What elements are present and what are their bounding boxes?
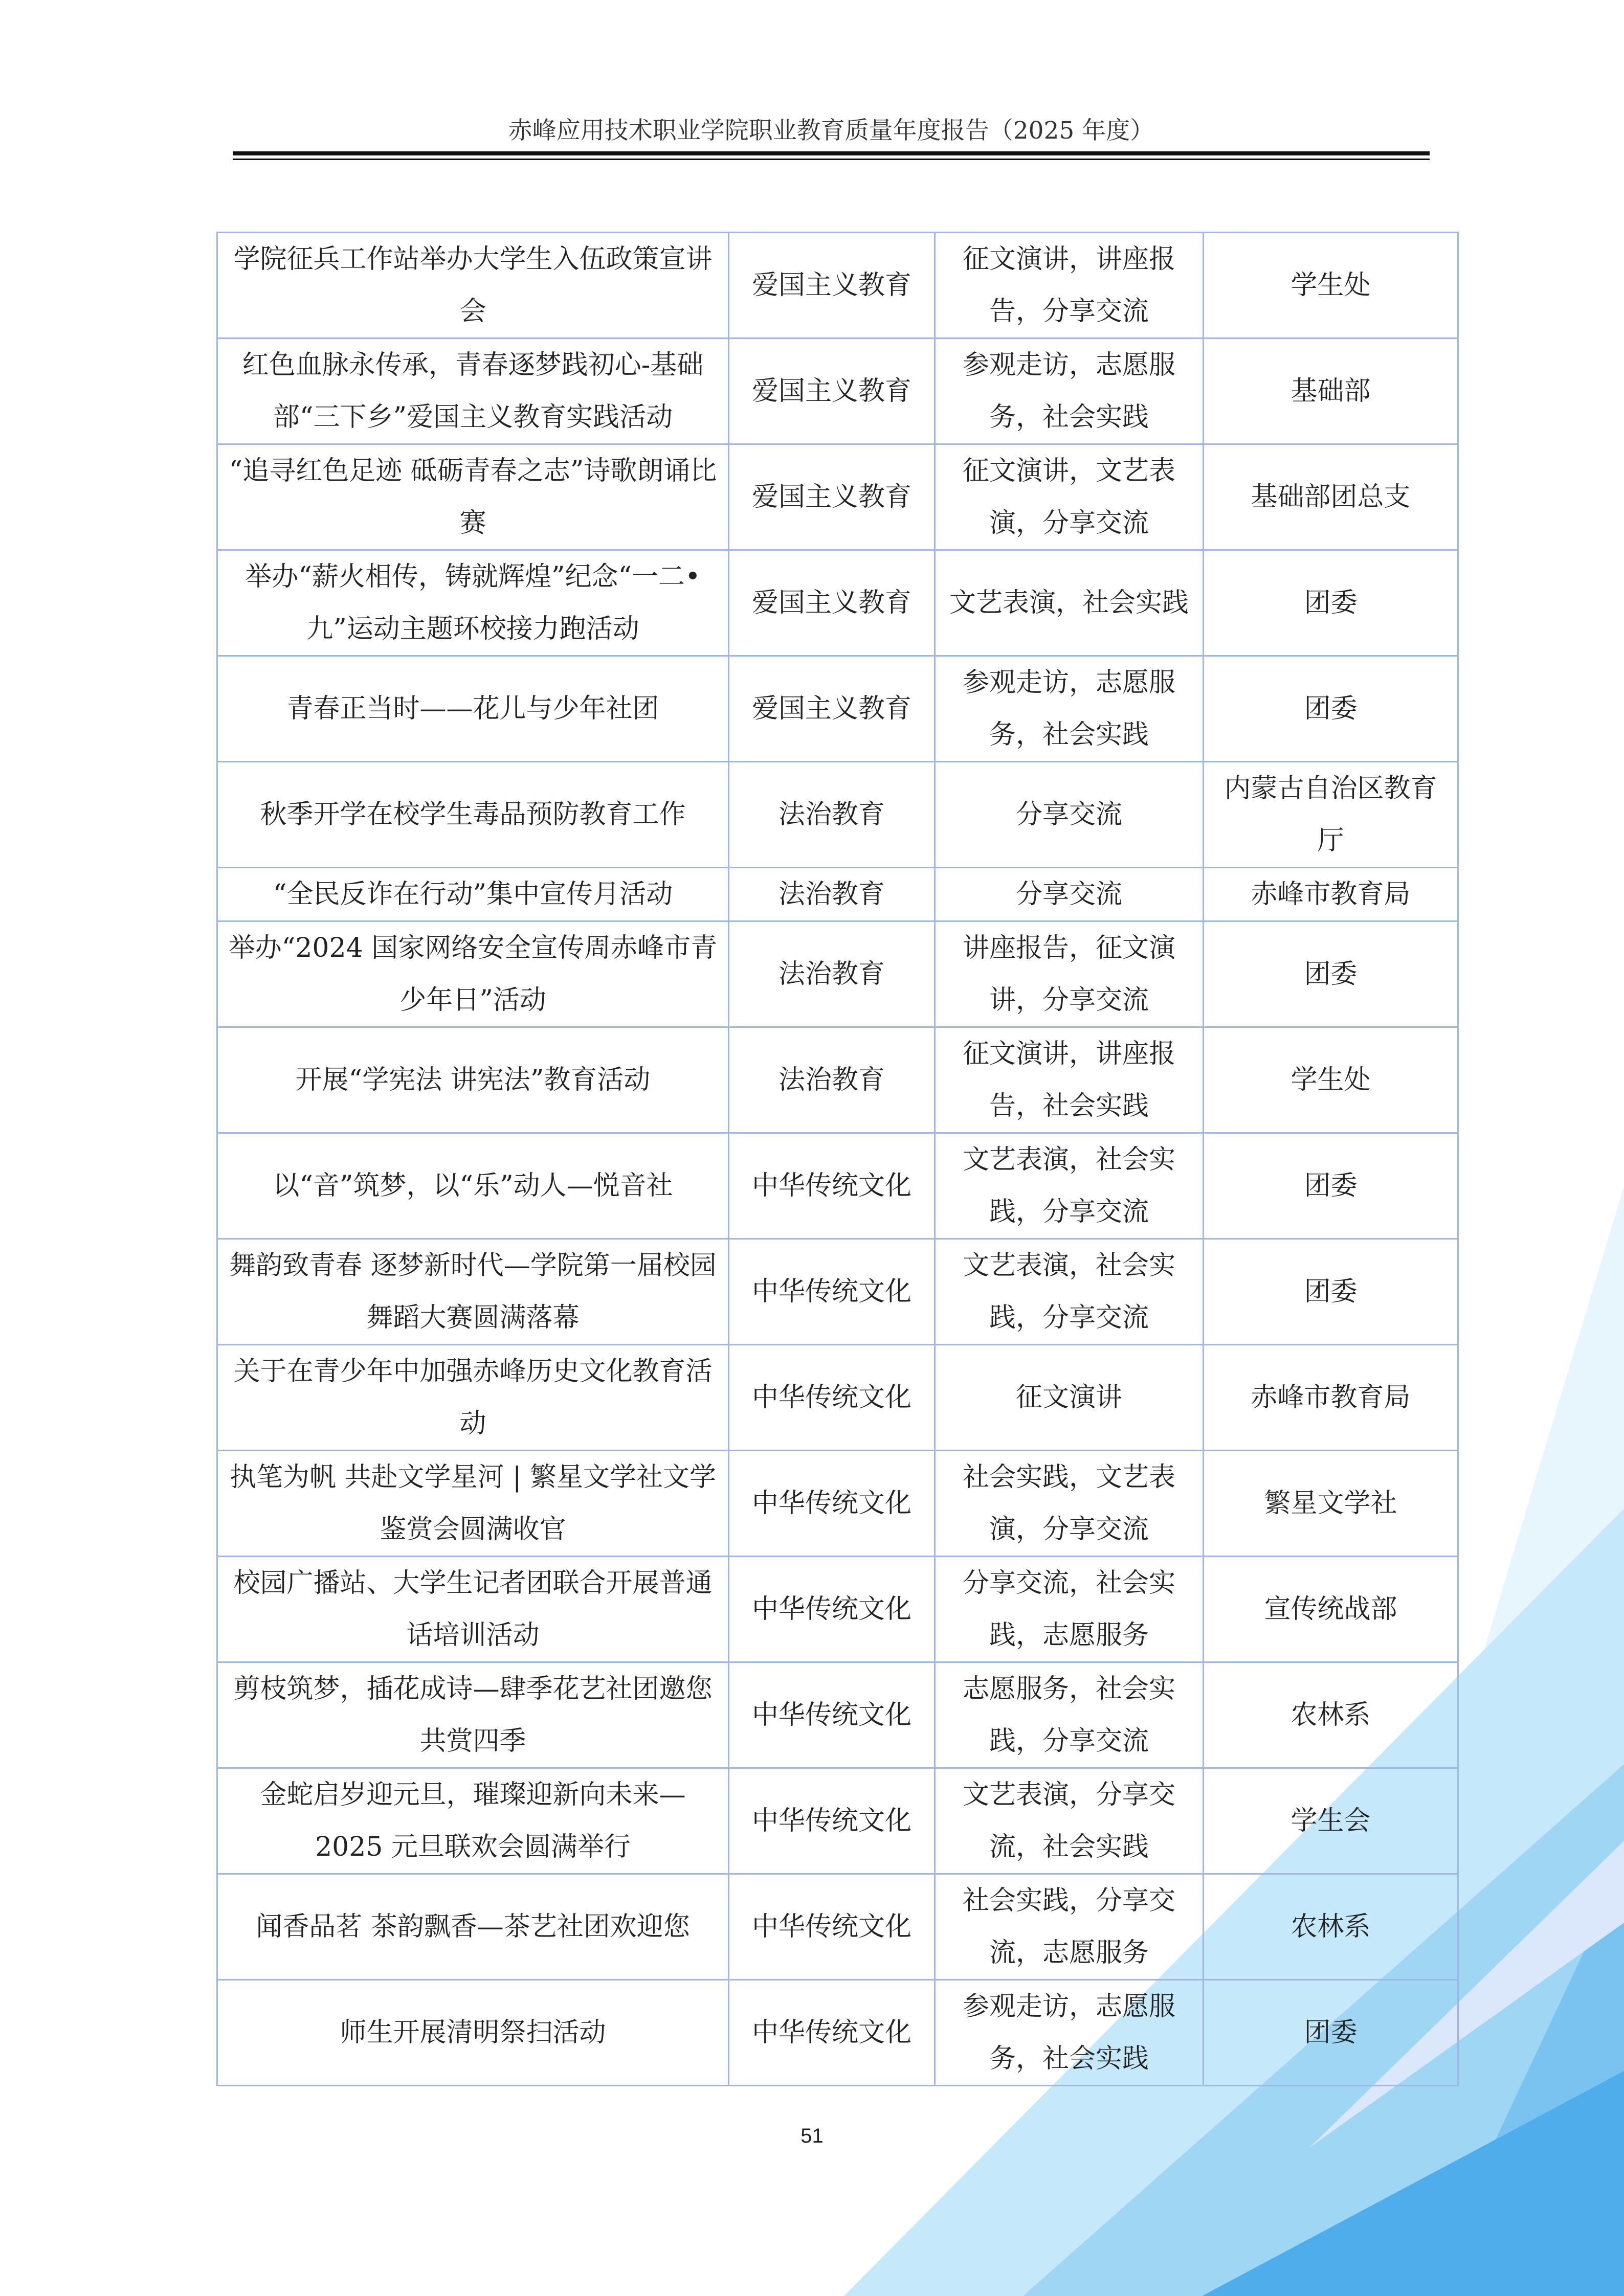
table-row (217, 444, 1458, 550)
table-row (217, 233, 1458, 339)
organizer-cell: 宣传统战部 (1204, 1557, 1458, 1662)
category-cell: 爱国主义教育 (729, 550, 935, 656)
activity-name-cell: 舞韵致青春 逐梦新时代—学院第一届校园舞蹈大赛圆满落幕 (217, 1239, 729, 1345)
activity-name-cell: 秋季开学在校学生毒品预防教育工作 (217, 762, 729, 868)
category-cell: 中华传统文化 (729, 1874, 935, 1980)
organizer-cell: 团委 (1204, 1980, 1458, 2086)
organizer-cell: 学生处 (1204, 1027, 1458, 1133)
table-row (217, 1980, 1458, 2086)
activity-name-cell: 红色血脉永传承，青春逐梦践初心-基础部“三下乡”爱国主义教育实践活动 (217, 339, 729, 444)
page-number: 51 (800, 2125, 824, 2147)
category-cell: 中华传统文化 (729, 1980, 935, 2086)
table-row (217, 762, 1458, 868)
category-cell: 法治教育 (729, 762, 935, 868)
activity-name-cell: 剪枝筑梦，插花成诗—肆季花艺社团邀您共赏四季 (217, 1662, 729, 1768)
format-cell: 征文演讲，文艺表演，分享交流 (935, 444, 1204, 550)
table-row (217, 1557, 1458, 1662)
category-cell: 中华传统文化 (729, 1768, 935, 1874)
activity-table (216, 232, 1459, 2086)
organizer-cell: 赤峰市教育局 (1204, 1345, 1458, 1451)
category-cell: 法治教育 (729, 1027, 935, 1133)
organizer-cell: 学生处 (1204, 233, 1458, 339)
category-cell: 中华传统文化 (729, 1345, 935, 1451)
category-cell: 爱国主义教育 (729, 339, 935, 444)
category-cell: 爱国主义教育 (729, 444, 935, 550)
table-row (217, 1239, 1458, 1345)
table-row (217, 339, 1458, 444)
format-cell: 社会实践，分享交流，志愿服务 (935, 1874, 1204, 1980)
table-row (217, 656, 1458, 762)
activity-name-cell: 关于在青少年中加强赤峰历史文化教育活动 (217, 1345, 729, 1451)
report-header-title: 赤峰应用技术职业学院职业教育质量年度报告（2025 年度） (508, 117, 1154, 145)
organizer-cell: 基础部团总支 (1204, 444, 1458, 550)
activity-name-cell: 学院征兵工作站举办大学生入伍政策宣讲会 (217, 233, 729, 339)
activity-name-cell: 闻香品茗 茶韵飘香—茶艺社团欢迎您 (217, 1874, 729, 1980)
table-row (217, 1345, 1458, 1451)
format-cell: 文艺表演，社会实践 (935, 550, 1204, 656)
table-row (217, 921, 1458, 1027)
organizer-cell: 团委 (1204, 921, 1458, 1027)
table-row (217, 1768, 1458, 1874)
organizer-cell: 内蒙古自治区教育厅 (1204, 762, 1458, 868)
format-cell: 讲座报告，征文演讲，分享交流 (935, 921, 1204, 1027)
category-cell: 中华传统文化 (729, 1557, 935, 1662)
category-cell: 中华传统文化 (729, 1239, 935, 1345)
format-cell: 文艺表演，社会实践，分享交流 (935, 1133, 1204, 1239)
format-cell: 征文演讲，讲座报告，社会实践 (935, 1027, 1204, 1133)
activity-name-cell: “全民反诈在行动”集中宣传月活动 (217, 868, 729, 921)
format-cell: 分享交流，社会实践，志愿服务 (935, 1557, 1204, 1662)
activity-name-cell: “追寻红色足迹 砥砺青春之志”诗歌朗诵比赛 (217, 444, 729, 550)
organizer-cell: 基础部 (1204, 339, 1458, 444)
format-cell: 文艺表演，分享交流，社会实践 (935, 1768, 1204, 1874)
format-cell: 征文演讲 (935, 1345, 1204, 1451)
format-cell: 社会实践，文艺表演，分享交流 (935, 1451, 1204, 1557)
organizer-cell: 赤峰市教育局 (1204, 868, 1458, 921)
table-row (217, 1451, 1458, 1557)
header-rule-thick (233, 151, 1430, 155)
format-cell: 文艺表演，社会实践，分享交流 (935, 1239, 1204, 1345)
format-cell: 参观走访，志愿服务，社会实践 (935, 656, 1204, 762)
table-row (217, 1133, 1458, 1239)
organizer-cell: 团委 (1204, 550, 1458, 656)
category-cell: 爱国主义教育 (729, 233, 935, 339)
organizer-cell: 团委 (1204, 1133, 1458, 1239)
table-row (217, 1027, 1458, 1133)
activity-name-cell: 校园广播站、大学生记者团联合开展普通话培训活动 (217, 1557, 729, 1662)
category-cell: 法治教育 (729, 868, 935, 921)
activity-name-cell: 金蛇启岁迎元旦，璀璨迎新向未来—2025 元旦联欢会圆满举行 (217, 1768, 729, 1874)
organizer-cell: 繁星文学社 (1204, 1451, 1458, 1557)
organizer-cell: 团委 (1204, 656, 1458, 762)
format-cell: 分享交流 (935, 868, 1204, 921)
activity-name-cell: 举办“2024 国家网络安全宣传周赤峰市青少年日”活动 (217, 921, 729, 1027)
activity-name-cell: 举办“薪火相传，铸就辉煌”纪念“一二•九”运动主题环校接力跑活动 (217, 550, 729, 656)
organizer-cell: 团委 (1204, 1239, 1458, 1345)
format-cell: 参观走访，志愿服务，社会实践 (935, 339, 1204, 444)
format-cell: 征文演讲，讲座报告，分享交流 (935, 233, 1204, 339)
table-row (217, 550, 1458, 656)
header-rule-thin (233, 159, 1430, 160)
activity-name-cell: 执笔为帆 共赴文学星河 | 繁星文学社文学鉴赏会圆满收官 (217, 1451, 729, 1557)
organizer-cell: 农林系 (1204, 1874, 1458, 1980)
table-row (217, 868, 1458, 921)
organizer-cell: 农林系 (1204, 1662, 1458, 1768)
format-cell: 志愿服务，社会实践，分享交流 (935, 1662, 1204, 1768)
format-cell: 参观走访，志愿服务，社会实践 (935, 1980, 1204, 2086)
category-cell: 中华传统文化 (729, 1133, 935, 1239)
category-cell: 中华传统文化 (729, 1451, 935, 1557)
category-cell: 爱国主义教育 (729, 656, 935, 762)
table-row (217, 1874, 1458, 1980)
activity-name-cell: 开展“学宪法 讲宪法”教育活动 (217, 1027, 729, 1133)
category-cell: 中华传统文化 (729, 1662, 935, 1768)
format-cell: 分享交流 (935, 762, 1204, 868)
activity-name-cell: 师生开展清明祭扫活动 (217, 1980, 729, 2086)
activity-name-cell: 以“音”筑梦，以“乐”动人—悦音社 (217, 1133, 729, 1239)
organizer-cell: 学生会 (1204, 1768, 1458, 1874)
table-row (217, 1662, 1458, 1768)
category-cell: 法治教育 (729, 921, 935, 1027)
activity-name-cell: 青春正当时——花儿与少年社团 (217, 656, 729, 762)
